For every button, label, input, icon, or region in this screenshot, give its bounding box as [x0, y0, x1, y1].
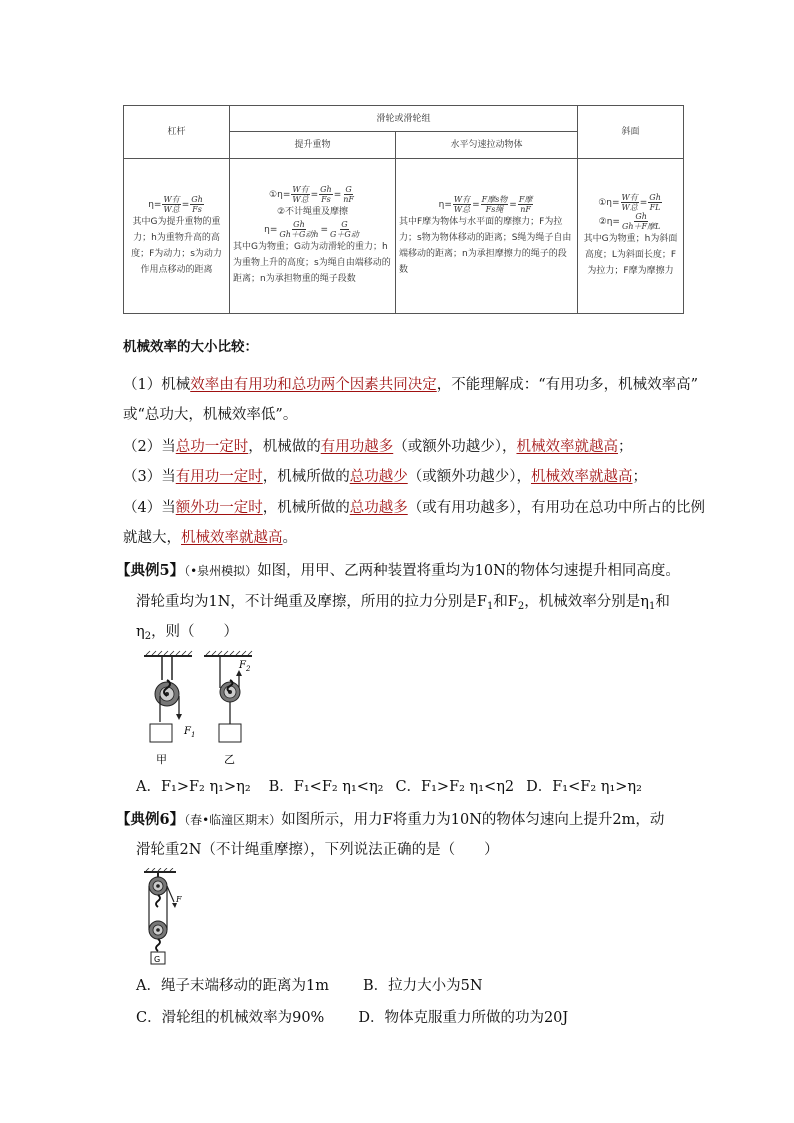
option-b[interactable]: B．拉力大小为5N — [362, 978, 483, 994]
ceiling-a — [144, 651, 192, 656]
label-f2: $F_2$ — [239, 660, 251, 673]
option-c[interactable]: C．滑轮组的机械效率为90% — [136, 1010, 325, 1026]
frac — [162, 195, 180, 214]
frac — [453, 195, 471, 214]
underlined-text: 总功越少 — [349, 469, 408, 485]
option-c[interactable]: C．F₁>F₂ η₁<η2 — [395, 779, 515, 795]
num: Gh — [649, 193, 661, 202]
eta-label: η= — [264, 225, 278, 235]
underlined-text: 有用功一定时 — [175, 469, 263, 485]
option-a[interactable]: A．F₁>F₂ η₁>η₂ — [136, 779, 251, 795]
header-lever: 杠杆 — [124, 106, 230, 159]
option-d[interactable]: D．F₁<F₂ η₁>η₂ — [526, 779, 642, 795]
example6-line1 — [116, 805, 664, 835]
text: ； — [617, 439, 633, 455]
option-d[interactable]: D．物体克服重力所做的功为20J — [358, 1010, 569, 1026]
lift-formula-1: ①η= $\frac{\text{W有}}{\text{W总}}$ = $\frac{Gh}{Fs}$ = $\frac{G}{nF}$ — [269, 185, 354, 204]
text: 如图，用甲、乙两种装置将重均为10N的物体匀速提升相同高度。 — [257, 563, 680, 579]
eta-label: ②η= — [598, 217, 620, 227]
header-incline: 斜面 — [578, 106, 684, 159]
underlined-text: 额外功一定时 — [175, 500, 263, 516]
den: W总 — [292, 195, 309, 204]
den: nF — [520, 204, 531, 214]
fixed-pulley-a — [150, 656, 182, 742]
eta-label: η= — [438, 199, 452, 210]
eta-label: ①η= — [598, 198, 620, 208]
frac — [278, 220, 319, 239]
lift-desc: 其中G为物重；G动为动滑轮的重力；h为重物上升的高度；s为绳自由端移动的距离；n为承担物重的绳子段数 — [233, 242, 391, 284]
eq-sign: = — [181, 199, 190, 210]
underlined-text: 总功越多 — [349, 500, 408, 516]
text: （1）机械 — [123, 377, 191, 393]
frac — [291, 185, 309, 204]
incline-formula-2 — [581, 212, 680, 231]
text: ，机械所做的 — [262, 469, 350, 485]
den: Gh＋G动h — [279, 230, 319, 239]
example-source: （春•临潼区期末） — [184, 813, 282, 827]
lever-desc: 其中G为提升重物的重力；h为重物升高的高度；F为动力；s为动力作用点移动的距离 — [131, 216, 222, 275]
example6-options-row1 — [136, 971, 483, 1001]
compare-p1-line1 — [123, 370, 698, 400]
example5-line1 — [116, 556, 680, 586]
den: Fs — [321, 195, 331, 204]
example5-line3 — [136, 617, 238, 652]
underlined-text: 总功一定时 — [175, 439, 249, 455]
den: W总 — [453, 204, 471, 214]
eta-label: ①η= — [269, 190, 291, 200]
header-horizontal: 水平匀速拉动物体 — [396, 132, 578, 159]
compare-p4-line2 — [123, 523, 297, 553]
example-tag: 【典例6】 — [116, 811, 185, 828]
text: ，不能理解成：“有用功多，机械效率高” — [436, 377, 699, 393]
frac — [190, 195, 204, 214]
compare-p1-line2: 或“总功大，机械效率低”。 — [123, 407, 298, 423]
num: Gh — [191, 194, 203, 204]
underlined-text: 机械效率就越高 — [530, 469, 633, 485]
option-a[interactable]: A．绳子末端移动的距离为1m — [136, 978, 329, 994]
num: Gh — [320, 185, 332, 194]
header-lift: 提升重物 — [230, 132, 396, 159]
cell-lift — [230, 159, 396, 314]
frac — [621, 212, 661, 231]
text: （3）当 — [123, 469, 176, 485]
subscript: 1 — [648, 601, 656, 612]
underlined-text: 机械效率就越高 — [181, 530, 283, 546]
num: G — [341, 220, 348, 229]
incline-formula-1: ①η= $\frac{\text{W有}}{\text{W总}}$ = $\frac{Gh}{FL}$ — [598, 193, 661, 212]
lever-formula — [127, 195, 226, 214]
text: （或额外功越少）， — [393, 439, 517, 455]
frac — [621, 193, 639, 212]
den: nF — [343, 195, 354, 204]
text: 就越大， — [123, 530, 181, 546]
cell-lever — [124, 159, 230, 314]
frac — [481, 195, 509, 214]
underlined-text: 有用功越多 — [320, 439, 394, 455]
label-jia: 甲 — [156, 753, 167, 766]
pulley-figure-5 — [140, 650, 270, 775]
frac — [342, 185, 355, 204]
num: Gh — [293, 220, 305, 229]
frac — [518, 195, 534, 214]
text: ； — [632, 469, 647, 485]
text: 。 — [282, 530, 297, 546]
pulley-figure-6 — [140, 868, 200, 968]
underlined-text: 机械效率就越高 — [516, 439, 618, 455]
compare-p4-line1 — [123, 493, 705, 523]
subscript: 2 — [517, 601, 525, 612]
cell-incline — [578, 159, 684, 314]
text: ，机械做的 — [248, 439, 321, 455]
label-yi: 乙 — [224, 753, 235, 766]
compare-p2 — [123, 432, 632, 462]
num: W有 — [621, 193, 638, 202]
num: W有 — [453, 194, 471, 204]
text: 滑轮重均为1N，不计绳重及摩擦，所用的拉力分别是F — [136, 594, 487, 610]
label-f1: $F_1$ — [184, 726, 196, 739]
example6-options-row2 — [136, 1003, 568, 1033]
frac — [319, 185, 333, 204]
pulley-system — [149, 872, 177, 964]
num: Gh — [635, 212, 647, 221]
text: η — [136, 624, 145, 640]
incline-desc: 其中G为物重；h为斜面高度；L为斜面长度；F为拉力；F摩为摩擦力 — [583, 234, 678, 276]
den: Fs绳 — [485, 204, 504, 214]
num: W有 — [163, 194, 180, 204]
frac — [648, 193, 662, 212]
text: （4）当 — [123, 500, 176, 516]
text: 如图所示，用力F将重力为10N的物体匀速向上提升2m，动 — [281, 812, 665, 828]
eta-label: η= — [148, 199, 162, 210]
cell-horizontal — [396, 159, 578, 314]
horizontal-formula: η= $\frac{\text{W有}}{\text{W总}}$ = $\frac{\text{F摩s物}}{\text{Fs绳}}$ = $\frac{\text{F摩}}{nF}$ — [438, 194, 533, 214]
compare-title: 机械效率的大小比较： — [123, 339, 258, 355]
text: ，机械效率分别是η — [524, 594, 649, 610]
text: （或额外功越少）， — [407, 469, 531, 485]
num: G — [345, 185, 352, 194]
den: W总 — [163, 204, 180, 214]
subscript: 2 — [144, 631, 152, 642]
underlined-text: 效率由有用功和总功两个因素共同决定 — [190, 377, 437, 393]
frac — [329, 220, 360, 239]
text: （2）当 — [123, 439, 176, 455]
den: G＋G动 — [330, 230, 359, 239]
den: Fs — [192, 204, 202, 214]
num: F摩 — [518, 194, 533, 204]
num: F摩s物 — [481, 194, 508, 204]
text: （或有用功越多），有用功在总功中所占的比例 — [407, 500, 705, 516]
den: FL — [649, 203, 661, 212]
den: W总 — [621, 203, 638, 212]
subscript: 1 — [486, 601, 494, 612]
example-source: （•泉州模拟） — [184, 564, 258, 578]
efficiency-table — [123, 105, 684, 314]
example-tag: 【典例5】 — [116, 562, 185, 579]
text: 和F — [493, 594, 518, 610]
option-b[interactable]: B．F₁<F₂ η₁<η₂ — [268, 779, 384, 795]
example5-options — [136, 772, 642, 802]
example6-line2: 滑轮重2N（不计绳重摩擦），下列说法正确的是（ ） — [136, 842, 499, 858]
label-g: G — [154, 955, 161, 964]
num: W有 — [292, 185, 309, 194]
text: 和 — [655, 594, 670, 610]
ceiling — [144, 868, 176, 872]
den: Gh＋F摩L — [621, 222, 661, 231]
ceiling-b — [204, 651, 252, 656]
label-f: F — [176, 895, 182, 904]
horizontal-desc: 其中F摩为物体与水平面的摩擦力；F为拉力；s物为物体移动的距离；S绳为绳子自由端移动的距离；n为承担摩擦力的绳子的段数 — [399, 216, 572, 275]
lift-formula-2: η= $\frac{Gh}{\text{Gh＋G动h}}$ = $\frac{G}{\text{G＋G动}}$ — [264, 220, 359, 239]
lift-condition: ②不计绳重及摩擦 — [276, 207, 349, 217]
text: ，机械所做的 — [262, 500, 350, 516]
header-pulley: 滑轮或滑轮组 — [230, 106, 578, 132]
compare-p3 — [123, 462, 647, 492]
text: ，则（ ） — [151, 624, 239, 640]
